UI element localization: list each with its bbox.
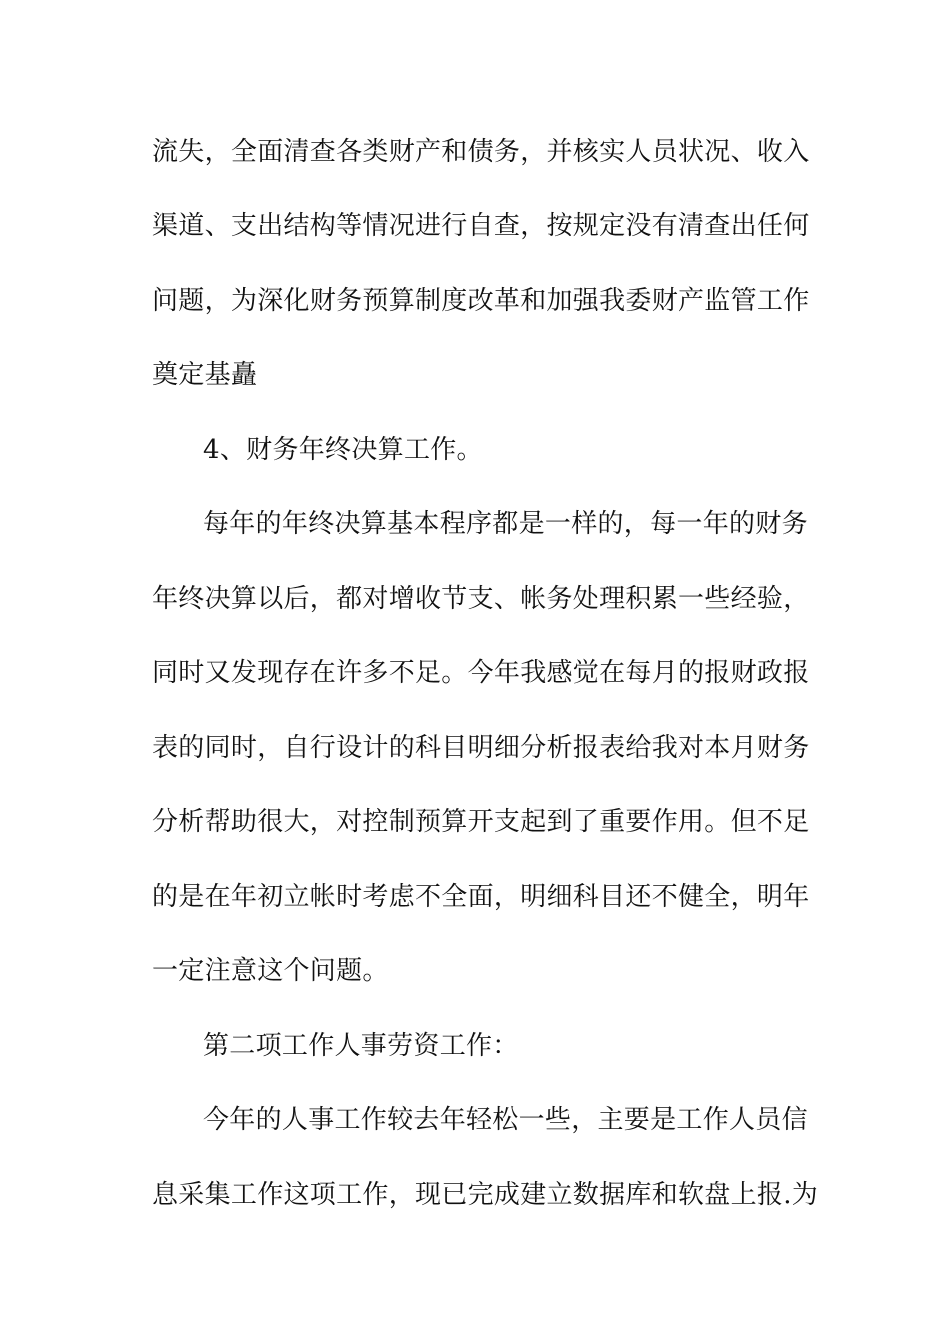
text-line-12: 一定注意这个问题。	[152, 956, 389, 986]
text-line-2: 渠道、支出结构等情况进行自查，按规定没有清查出任何	[152, 211, 810, 241]
text-line-1: 流失，全面清查各类财产和债务，并核实人员状况、收入	[152, 137, 810, 167]
text-line-9: 表的同时，自行设计的科目明细分析报表给我对本月财务	[152, 733, 810, 763]
text-line-3: 问题，为深化财务预算制度改革和加强我委财产监管工作	[152, 286, 810, 316]
section-heading-4: 4、财务年终决算工作。	[203, 435, 483, 465]
text-line-8: 同时又发现存在许多不足。今年我感觉在每月的报财政报	[152, 658, 810, 688]
text-line-4: 奠定基矗	[152, 360, 258, 390]
text-line-7: 年终决算以后，都对增收节支、帐务处理积累一些经验，	[152, 584, 810, 614]
section-heading-personnel: 第二项工作人事劳资工作：	[203, 1031, 519, 1061]
text-line-15: 息采集工作这项工作，现已完成建立数据库和软盘上报.为	[152, 1180, 819, 1210]
text-line-10: 分析帮助很大，对控制预算开支起到了重要作用。但不足	[152, 807, 810, 837]
text-line-14: 今年的人事工作较去年轻松一些，主要是工作人员信	[203, 1105, 808, 1135]
text-line-6: 每年的年终决算基本程序都是一样的，每一年的财务	[203, 509, 808, 539]
text-line-11: 的是在年初立帐时考虑不全面，明细科目还不健全，明年	[152, 882, 810, 912]
